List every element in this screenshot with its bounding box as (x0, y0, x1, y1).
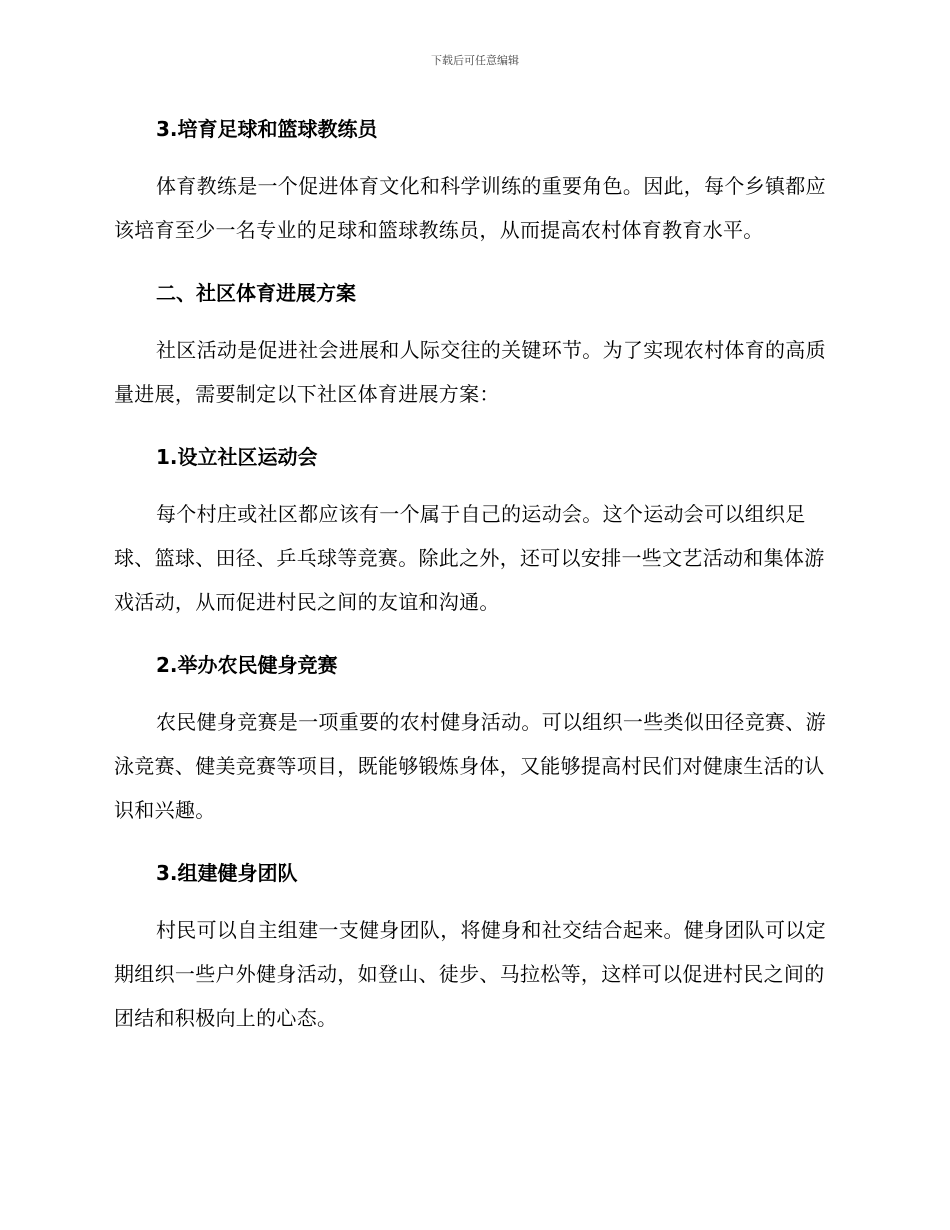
section-heading-fitness-competition: 2.举办农民健身竞赛 (156, 653, 338, 677)
section-heading-community-plan: 二、社区体育进展方案 (156, 281, 356, 305)
paragraph-fitness-competition: 农民健身竞赛是一项重要的农村健身活动。可以组织一些类似田径竞赛、游泳竞赛、健美竞赛等项目，既能够锻炼身体，又能够提高村民们对健康生活的认识和兴趣。 (114, 710, 826, 822)
section-heading-coach-training: 3.培育足球和篮球教练员 (156, 117, 378, 141)
paragraph-sports-meet: 每个村庄或社区都应该有一个属于自己的运动会。这个运动会可以组织足球、篮球、田径、乒乓球等竞赛。除此之外，还可以安排一些文艺活动和集体游戏活动，从而促进村民之间的友谊和沟通。 (114, 502, 825, 614)
section-heading-fitness-team: 3.组建健身团队 (156, 861, 298, 885)
paragraph-community-plan: 社区活动是促进社会进展和人际交往的关键环节。为了实现农村体育的高质量进展，需要制定以下社区体育进展方案： (114, 338, 826, 406)
paragraph-fitness-team: 村民可以自主组建一支健身团队，将健身和社交结合起来。健身团队可以定期组织一些户外健身活动，如登山、徒步、马拉松等，这样可以促进村民之间的团结和积极向上的心态。 (114, 918, 826, 1030)
page-header: 下载后可任意编辑 (431, 54, 519, 67)
section-heading-sports-meet: 1.设立社区运动会 (156, 445, 318, 469)
document-body (114, 113, 834, 1040)
paragraph-coach-training: 体育教练是一个促进体育文化和科学训练的重要角色。因此，每个乡镇都应该培育至少一名专业的足球和篮球教练员，从而提高农村体育教育水平。 (114, 174, 826, 242)
